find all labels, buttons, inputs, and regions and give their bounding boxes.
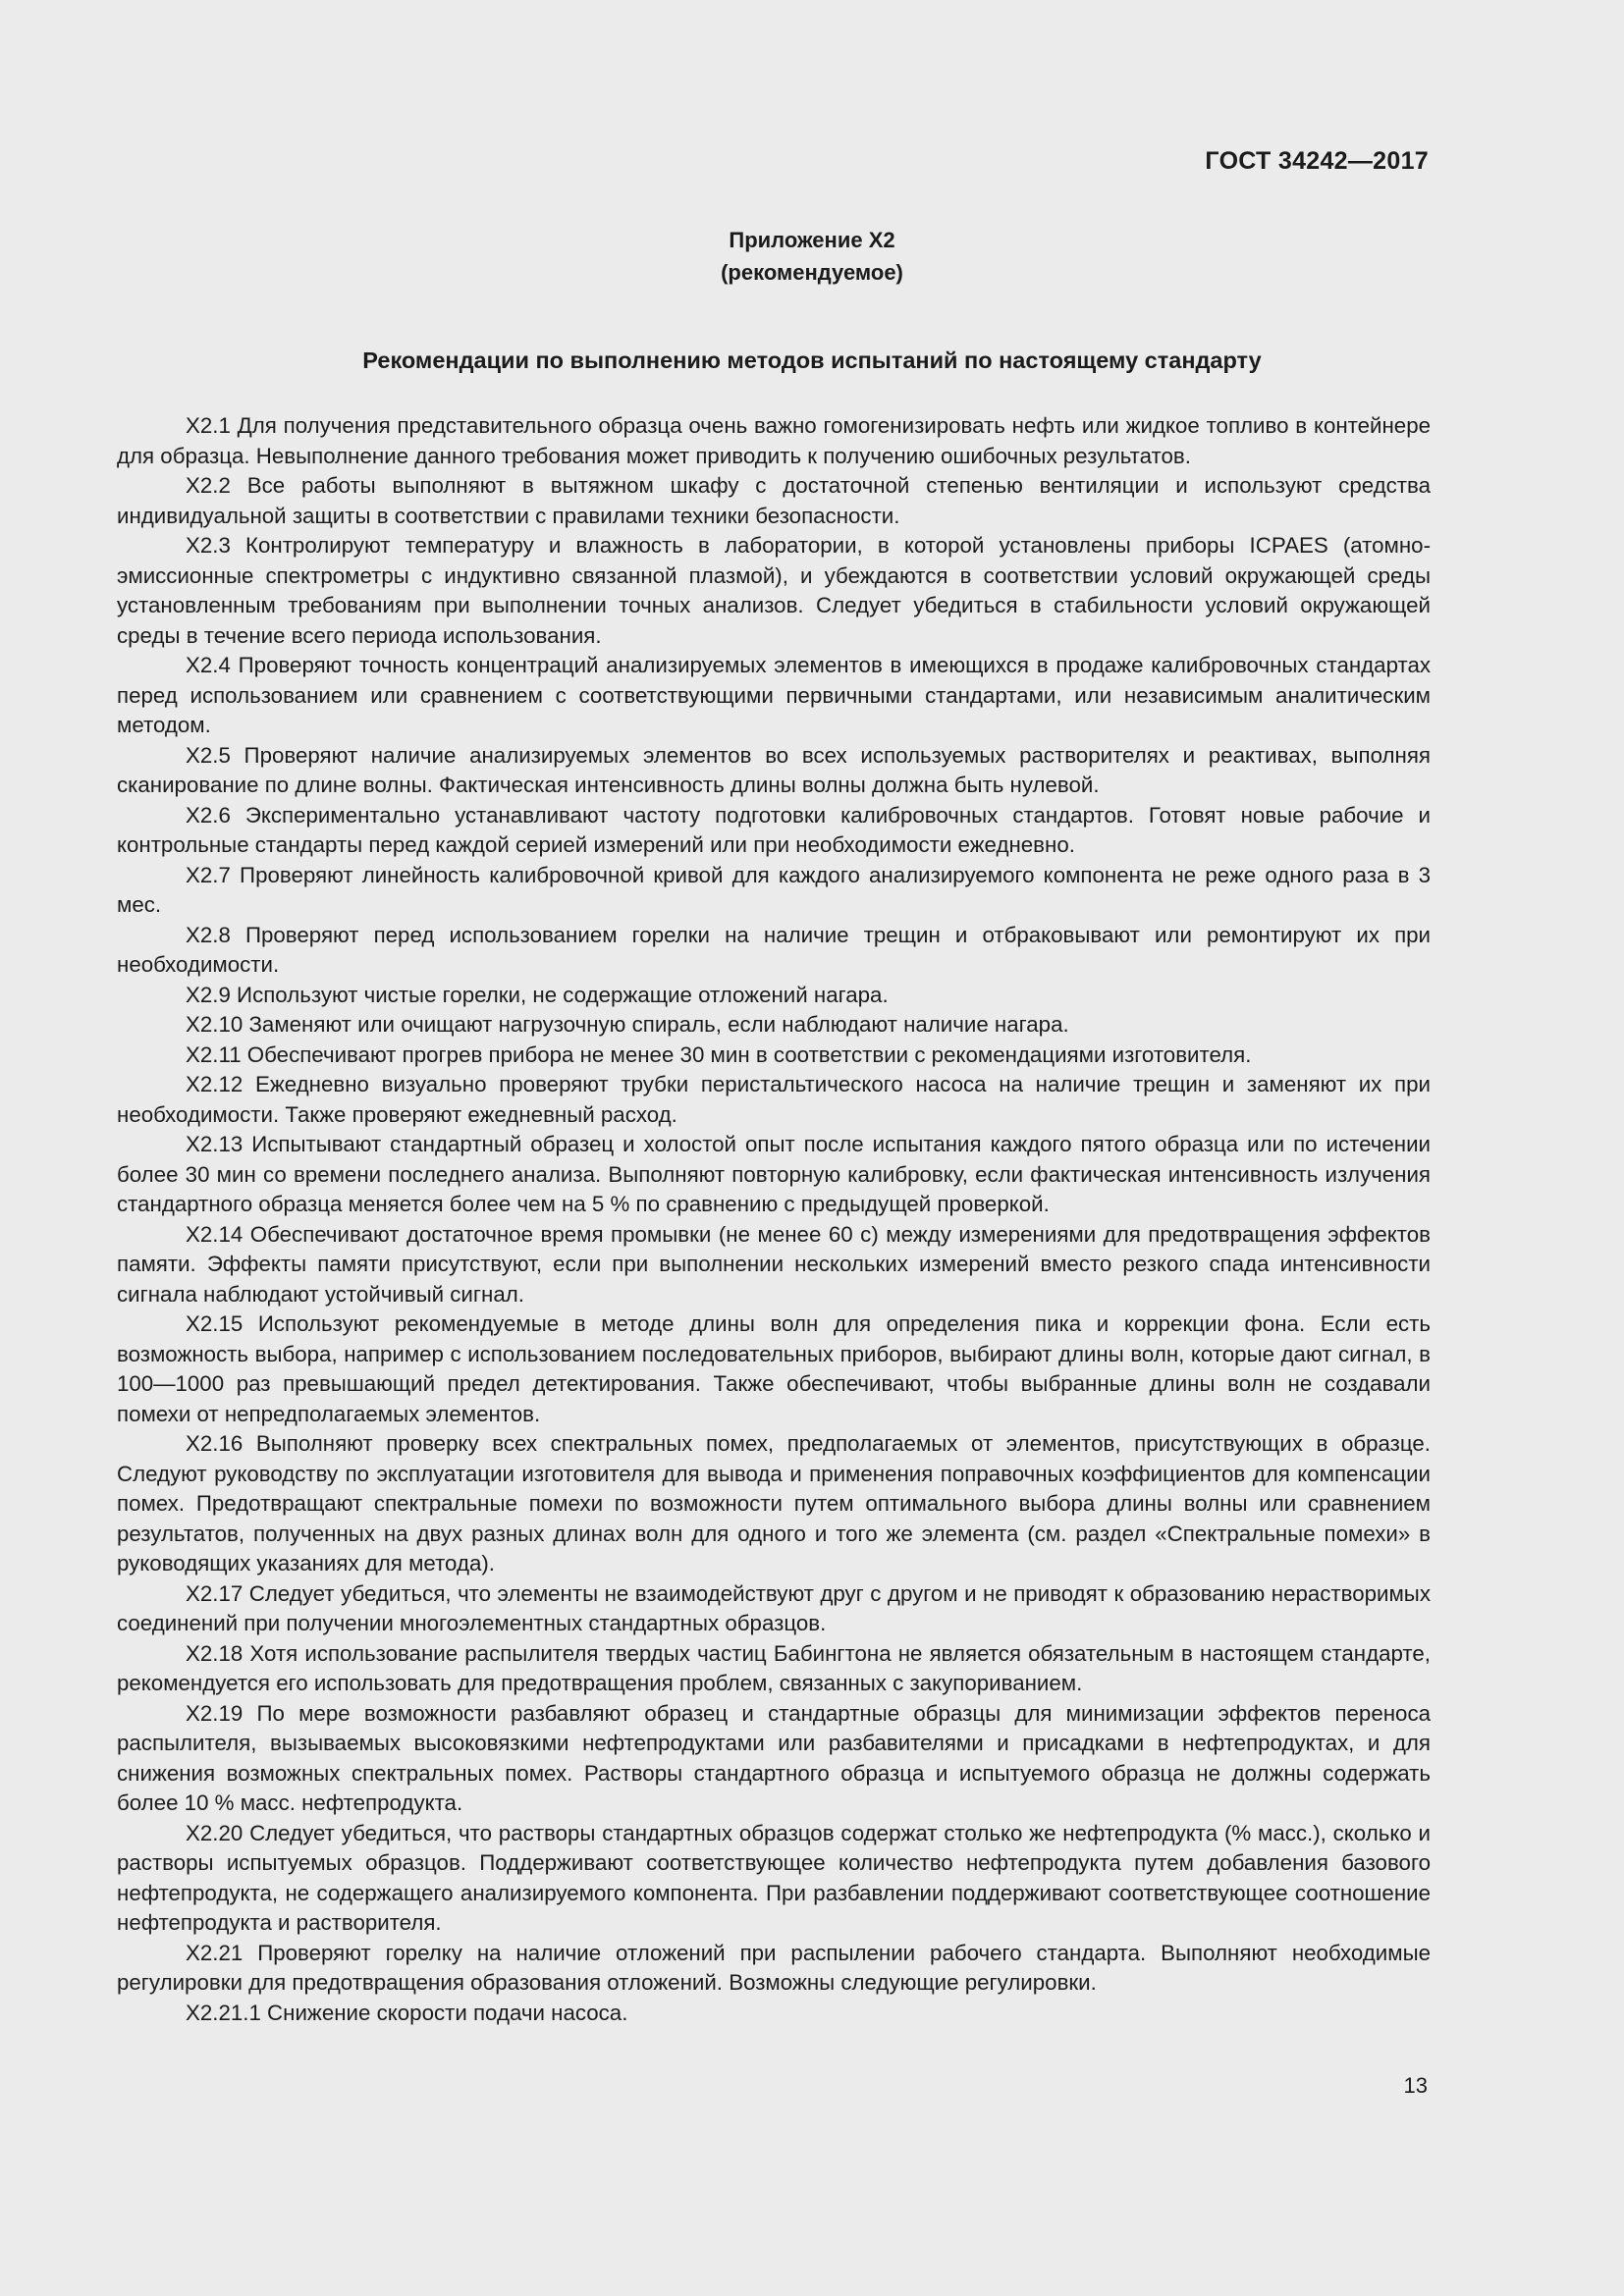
paragraph: Х2.20 Следует убедиться, что растворы стандартных образцов содержат столько же нефтепродукта (% масс.), сколько и растворы испытуемых образцов. Поддерживают соответствующее количество нефтепродукта путем добавления базового нефтепродукта, не содержащего анализируемого компонента. При разбавлении поддерживают соответствующее соотношение нефтепродукта и растворителя. <box>117 1820 1431 1935</box>
paragraph: Х2.1 Для получения представительного образца очень важно гомогенизировать нефть или жидкое топливо в контейнере для образца. Невыполнение данного требования может приводить к получению ошибочных результатов. <box>117 413 1431 468</box>
paragraph: Х2.14 Обеспечивают достаточное время промывки (не менее 60 с) между измерениями для предотвращения эффектов памяти. Эффекты памяти присутствуют, если при выполнении нескольких измерений вместо резкого спада интенсивности сигнала наблюдают устойчивый сигнал. <box>117 1221 1431 1307</box>
paragraph: Х2.21 Проверяют горелку на наличие отложений при распылении рабочего стандарта. Выполняют необходимые регулировки для предотвращения образования отложений. Возможны следующие регулировки. <box>117 1940 1431 1995</box>
body-text <box>117 411 1431 2028</box>
paragraph: Х2.8 Проверяют перед использованием горелки на наличие трещин и отбраковывают или ремонтируют их при необходимости. <box>117 922 1431 977</box>
annex-status: (рекомендуемое) <box>721 260 903 285</box>
paragraph: Х2.9 Используют чистые горелки, не содержащие отложений нагара. <box>186 982 889 1007</box>
page-number: 13 <box>1403 2073 1428 2098</box>
paragraph: Х2.4 Проверяют точность концентраций анализируемых элементов в имеющихся в продаже калибровочных стандартах перед использованием или сравнением с соответствующими первичными стандартами, или независимым аналитическим методом. <box>117 653 1431 737</box>
paragraph: Х2.12 Ежедневно визуально проверяют трубки перистальтического насоса на наличие трещин и заменяют их при необходимости. Также проверяют ежедневный расход. <box>117 1072 1431 1127</box>
paragraph: Х2.15 Используют рекомендуемые в методе длины волн для определения пика и коррекции фона. Если есть возможность выбора, например с использованием последовательных приборов, выбирают длины волн, которые дают сигнал, в 100—1000 раз превышающий предел детектирования. Также обеспечивают, чтобы выбранные длины волн не создавали помехи от непредполагаемых элементов. <box>117 1311 1431 1426</box>
paragraph: Х2.13 Испытывают стандартный образец и холостой опыт после испытания каждого пятого образца или по истечении более 30 мин со времени последнего анализа. Выполняют повторную калибровку, если фактическая интенсивность излучения стандартного образца меняется более чем на 5 % по сравнению с предыдущей проверкой. <box>117 1132 1431 1216</box>
paragraph: Х2.6 Экспериментально устанавливают частоту подготовки калибровочных стандартов. Готовят новые рабочие и контрольные стандарты перед каждой серией измерений или при необходимости ежедневно. <box>117 802 1431 857</box>
paragraph: Х2.19 По мере возможности разбавляют образец и стандартные образцы для минимизации эффектов переноса распылителя, вызываемых высоковязкими нефтепродуктами или разбавителями и присадками в нефтепродуктах, и для снижения возможных спектральных помех. Растворы стандартного образца и испытуемого образца не должны содержать более 10 % масс. нефтепродукта. <box>117 1700 1431 1815</box>
paragraph: Х2.3 Контролируют температуру и влажность в лаборатории, в которой установлены приборы ICPAES (атомно-эмиссионные спектрометры с индуктивно связанной плазмой), и убеждаются в соответствии условий окружающей среды установленным требованиям при выполнении точных анализов. Следует убедиться в стабильности условий окружающей среды в течение всего периода использования. <box>117 533 1431 648</box>
paragraph: Х2.18 Хотя использование распылителя твердых частиц Бабингтона не является обязательным в настоящем стандарте, рекомендуется его использовать для предотвращения проблем, связанных с закупориванием. <box>117 1640 1431 1695</box>
section-title: Рекомендации по выполнению методов испытаний по настоящему стандарту <box>362 347 1262 373</box>
annex-title: Приложение Х2 <box>729 228 895 252</box>
paragraph: Х2.16 Выполняют проверку всех спектральных помех, предполагаемых от элементов, присутствующих в образце. Следуют руководству по эксплуатации изготовителя для вывода и применения поправочных коэффициентов для компенсации помех. Предотвращают спектральные помехи по возможности путем оптимального выбора длины волны или сравнением результатов, полученных на двух разных длинах волн для одного и того же элемента (см. раздел «Спектральные помехи» в руководящих указаниях для метода). <box>117 1431 1431 1575</box>
paragraph: Х2.10 Заменяют или очищают нагрузочную спираль, если наблюдают наличие нагара. <box>186 1012 1069 1037</box>
paragraph: Х2.21.1 Снижение скорости подачи насоса. <box>186 2000 628 2025</box>
annex-heading <box>0 224 1624 289</box>
paragraph: Х2.2 Все работы выполняют в вытяжном шкафу с достаточной степенью вентиляции и используют средства индивидуальной защиты в соответствии с правилами техники безопасности. <box>117 473 1431 528</box>
paragraph: Х2.11 Обеспечивают прогрев прибора не менее 30 мин в соответствии с рекомендациями изготовителя. <box>186 1041 1252 1067</box>
paragraph: Х2.5 Проверяют наличие анализируемых элементов во всех используемых растворителях и реактивах, выполняя сканирование по длине волны. Фактическая интенсивность длины волны должна быть нулевой. <box>117 742 1431 797</box>
paragraph: Х2.17 Следует убедиться, что элементы не взаимодействуют друг с другом и не приводят к образованию нерастворимых соединений при получении многоэлементных стандартных образцов. <box>117 1580 1431 1635</box>
paragraph: Х2.7 Проверяют линейность калибровочной кривой для каждого анализируемого компонента не реже одного раза в 3 мес. <box>117 862 1431 917</box>
document-code: ГОСТ 34242—2017 <box>1205 147 1429 175</box>
